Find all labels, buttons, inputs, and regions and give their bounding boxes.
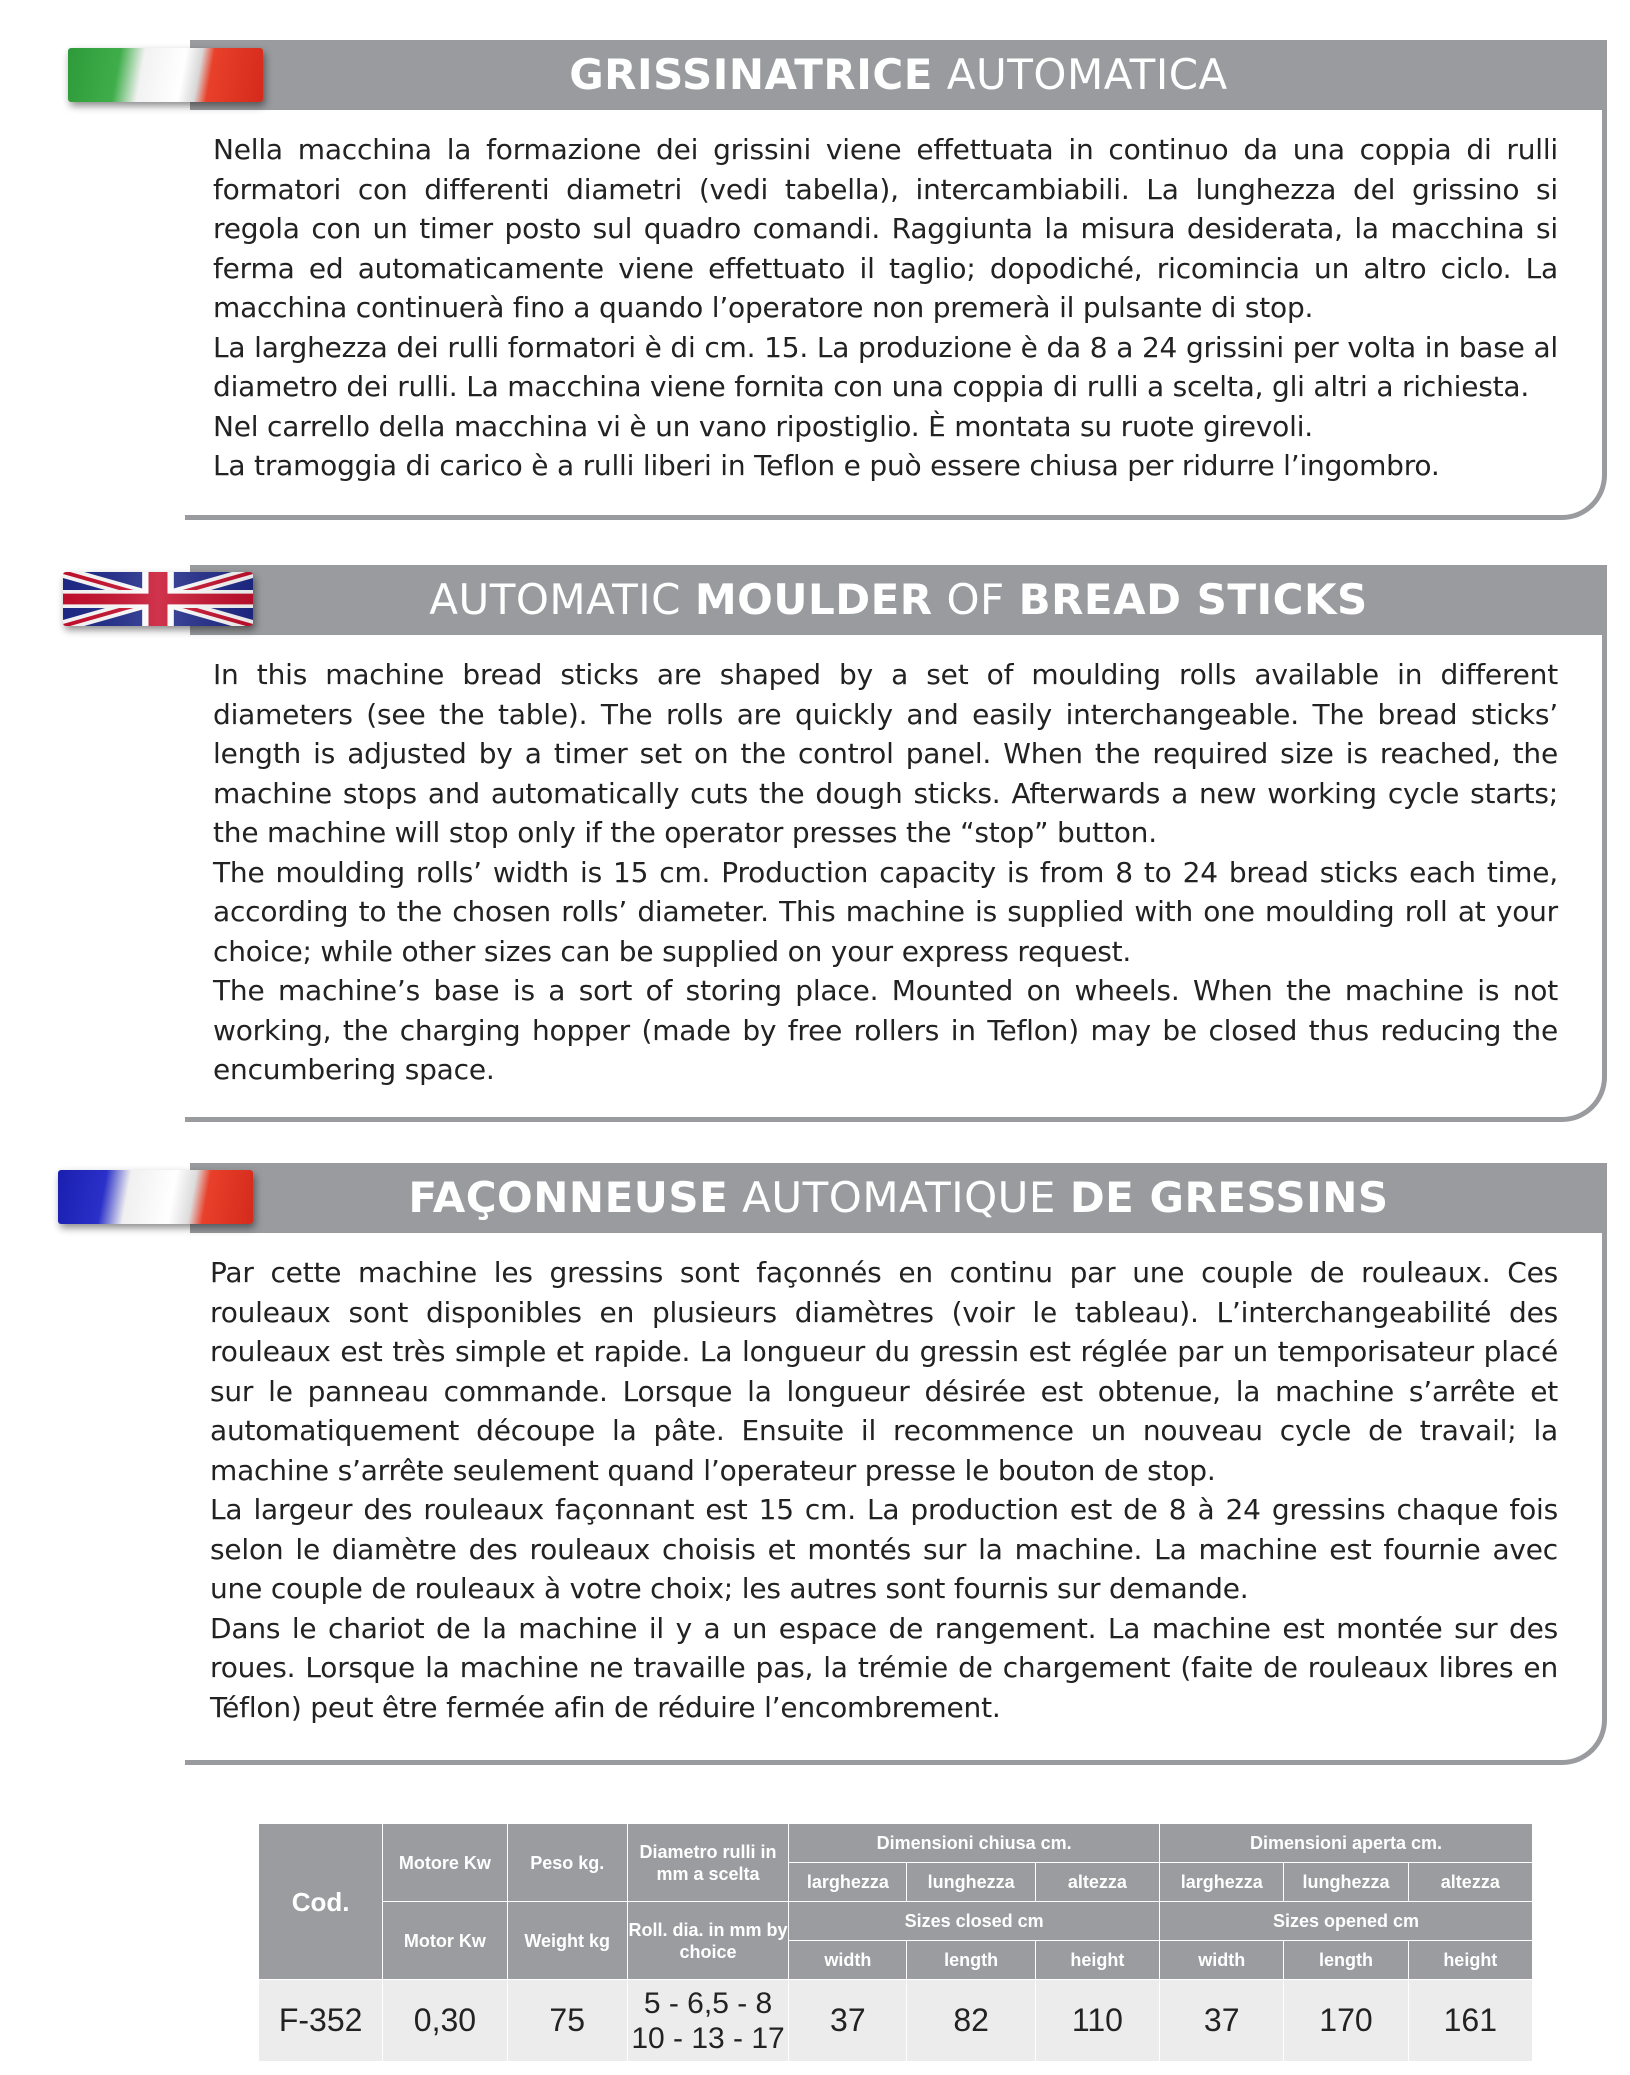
cell-open-width: 37 [1160,1980,1284,2062]
uk-flag-icon [63,572,253,626]
subheader-en: length [907,1941,1035,1980]
paragraph: La larghezza dei rulli formatori è di cm. 15. La produzione è da 8 a 24 grissini per volta in base al diametro dei rulli. La macchina viene fornita con una coppia di rulli a scelta, gli altri a richiesta. [213,330,1558,403]
subheader-en: width [789,1941,907,1980]
cell-closed-height: 110 [1035,1980,1159,2062]
cell-diameter [627,1980,788,2062]
title-part: MOULDER [694,575,933,624]
paragraph: The machine’s base is a sort of storing place. Mounted on wheels. When the machine is not working, the charging hopper (made by free rollers in Teflon) may be closed thus reducing the encumbering space. [213,974,1558,1086]
subheader-it: altezza [1408,1863,1532,1902]
title-part: FAÇONNEUSE [408,1173,729,1222]
section-title-bar [190,1163,1607,1233]
title-part: OF [946,575,1005,624]
title-part: AUTOMATIQUE [742,1173,1056,1222]
cell-closed-width: 37 [789,1980,907,2062]
subheader-en: height [1408,1941,1532,1980]
paragraph: In this machine bread sticks are shaped by a set of moulding rolls available in different diameters (see the table). The rolls are quickly and easily interchangeable. The bread sticks’ length is adjusted by a timer set on the control panel. When the required size is reached, the machine stops and automatically cuts the dough sticks. Afterwards a new working cycle starts; the machine will stop only if the operator presses the “stop” button. [213,658,1558,849]
table-row [259,1980,1533,2062]
paragraph: The moulding rolls’ width is 15 cm. Production capacity is from 8 to 24 bread sticks each time, according to the chosen rolls’ diameter. This machine is supplied with one moulding roll at your choice; while other sizes can be supplied on your express request. [213,855,1558,968]
subheader-en: height [1035,1941,1159,1980]
diameter-line: 10 - 13 - 17 [631,2021,785,2055]
header-motore: Motore Kw [383,1824,507,1902]
subheader-it: larghezza [789,1863,907,1902]
paragraph: Nel carrello della macchina vi è un vano ripostiglio. È montata su ruote girevoli. [213,409,1313,443]
specifications-table [258,1823,1533,2062]
section-body-text [210,1253,1558,1727]
header-dimensioni-aperta: Dimensioni aperta cm. [1160,1824,1533,1863]
title-part: AUTOMATIC [429,575,681,624]
subheader-en: length [1284,1941,1408,1980]
title-part: DE GRESSINS [1069,1173,1389,1222]
paragraph: Dans le chariot de la machine il y a un espace de rangement. La machine est montée sur des roues. Lorsque la machine ne travaille pas, la trémie de chargement (faite de rouleaux libres en Téflon) peut être fermée afin de réduire l’encombrement. [210,1611,1558,1724]
section-body-text [213,655,1558,1090]
cell-open-length: 170 [1284,1980,1408,2062]
paragraph: Nella macchina la formazione dei grissini viene effettuata in continuo da una coppia di rulli formatori con differenti diametri (vedi tabella), intercambiabili. La lunghezza del grissino si regola con un timer posto sul quadro comandi. Raggiunta la misura desiderata, la macchina si ferma ed automaticamente viene effettuato il taglio; dopodiché, ricomincia un altro ciclo. La macchina continuerà fino a quando l’operatore non premerà il pulsante di stop. [213,133,1558,324]
header-peso: Peso kg. [507,1824,627,1902]
diameter-line: 5 - 6,5 - 8 [643,1986,773,2020]
cell-cod: F-352 [259,1980,383,2062]
title-light: AUTOMATICA [946,50,1228,99]
header-dimensioni-chiusa: Dimensioni chiusa cm. [789,1824,1160,1863]
paragraph: Par cette machine les gressins sont façonnés en continu par une couple de rouleaux. Ces rouleaux sont disponibles en plusieurs diamètres (voir le tableau). L’interchangeabilité des rouleaux est très simple et rapide. La longueur du gressin est réglée par un temporisateur placé sur le panneau commande. Lorsque la longueur désirée est obtenue, la machine s’arrête et automatiquement découpe la pâte. Ensuite il recommence un nouveau cycle de travail; la machine s’arrête seulement quand l’operateur presse le bouton de stop. [210,1256,1558,1487]
subheader-it: altezza [1035,1863,1159,1902]
header-weight: Weight kg [507,1902,627,1980]
paragraph: La tramoggia di carico è a rulli liberi in Teflon e può essere chiusa per ridurre l’ingombro. [213,449,1440,482]
header-diametro: Diametro rulli in mm a scelta [627,1824,788,1902]
section-title-bar [190,40,1607,110]
paragraph: La largeur des rouleaux façonnant est 15 cm. La production est de 8 à 24 gressins chaque fois selon le diamètre des rouleaux choisis et montés sur la machine. La machine est fournie avec une couple de rouleaux à votre choix; les autres sont fournis sur demande. [210,1493,1558,1605]
cell-kg: 75 [507,1980,627,2062]
header-cod: Cod. [259,1824,383,1980]
subheader-it: larghezza [1160,1863,1284,1902]
cell-closed-length: 82 [907,1980,1035,2062]
subheader-it: lunghezza [1284,1863,1408,1902]
cell-kw: 0,30 [383,1980,507,2062]
header-roll-dia: Roll. dia. in mm by choice [627,1902,788,1980]
title-bold: GRISSINATRICE [569,50,933,99]
subheader-en: width [1160,1941,1284,1980]
header-motor: Motor Kw [383,1902,507,1980]
subheader-it: lunghezza [907,1863,1035,1902]
cell-open-height: 161 [1408,1980,1532,2062]
header-sizes-closed: Sizes closed cm [789,1902,1160,1941]
france-flag-icon [58,1170,253,1224]
section-title-bar [190,565,1607,635]
italy-flag-icon [68,48,263,102]
header-sizes-opened: Sizes opened cm [1160,1902,1533,1941]
section-body-text [213,130,1558,486]
title-part: BREAD STICKS [1018,575,1368,624]
